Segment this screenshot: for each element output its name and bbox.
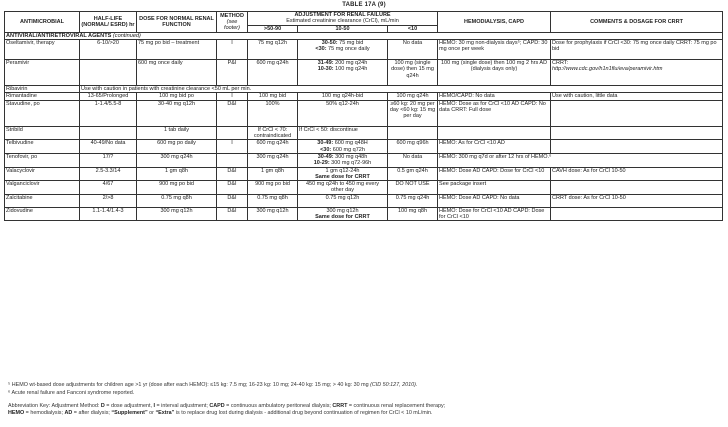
header-method: [217, 12, 248, 33]
drug-name: Peramivir: [5, 60, 80, 86]
crcl-gt50: 0.75 mg q8h: [248, 194, 298, 207]
crcl-gt50: 300 mg q24h: [248, 153, 298, 167]
section-note: (continued): [112, 32, 141, 39]
table-row-stavudine: [5, 100, 723, 126]
comments: CAVH dose: As for CrCl 10-50: [551, 167, 723, 181]
footnote-5-text: HEMO wt-based dose adjustments for children age >1 yr (dose after each HEMO): ≤15 kg: 7.5 mg; 16-23 kg: 10 mg; 24-40 kg: 15 mg; > 40 kg: 30 mg: [11, 382, 369, 388]
table-row-peramivir: [5, 60, 723, 86]
method: D&I: [217, 167, 248, 181]
comments: Dose for prophylaxis if CrCl <30: 75 mg once daily CRRT: 75 mg po bid: [551, 40, 723, 60]
method: [217, 126, 248, 140]
drug-name: Zidovudine: [5, 207, 80, 221]
method: D&I: [217, 194, 248, 207]
crcl-10-50: 450 mg q24h to 450 mg every other day: [298, 181, 388, 195]
table-row-stribild: [5, 126, 723, 140]
dose-normal: 300 mg q12h: [137, 207, 217, 221]
header-comments: COMMENTS & DOSAGE FOR CRRT: [551, 12, 723, 33]
hemodialysis: [438, 126, 551, 140]
hemodialysis: HEMO: As for CrCl <10 AD: [438, 140, 551, 154]
footnote-5-mark: ⁵: [8, 382, 11, 388]
abbrev-extra: “Extra”: [155, 409, 175, 416]
drug-name: Valganciclovir: [5, 181, 80, 195]
method: D&I: [217, 100, 248, 126]
crcl-10-50: [298, 40, 388, 60]
crcl-range-b: 10-29:: [313, 160, 330, 167]
section-title: ANTIVIRAL/ANTIRETROVIRAL AGENTS: [6, 32, 112, 39]
comments: [551, 100, 723, 126]
comments: Use with caution, little data: [551, 93, 723, 100]
hemodialysis: HEMO: Dose as for CrCl <10 AD CAPD: No data CRRT: Full dose: [438, 100, 551, 126]
comments: [551, 60, 723, 86]
crcl-range-a: 31-49:: [317, 60, 334, 67]
crcl-lt10: DO NOT USE: [388, 181, 438, 195]
crcl-dose-b: 100 mg q24h: [333, 66, 368, 73]
header-half-life: HALF-LIFE (NORMAL/ ESRD) hr: [80, 12, 137, 33]
dose-normal: 100 mg bid po: [137, 93, 217, 100]
abbrev-ad-text: = after dialysis;: [72, 409, 112, 416]
abbrev-d-text: = dose adjustment,: [104, 403, 154, 409]
header-method-label: METHOD: [220, 12, 244, 19]
half-life: 6-10/>20: [80, 40, 137, 60]
crcl-dose-a: 200 mg q24h: [333, 60, 368, 67]
half-life: [80, 126, 137, 140]
drug-name: Rimantadine: [5, 93, 80, 100]
section-row: [5, 32, 723, 39]
table-row-zidovudine: [5, 207, 723, 221]
header-crcl-gt50: >50-90: [248, 25, 298, 32]
crcl-gt50: If CrCl < 70: contraindicated: [248, 126, 298, 140]
drug-name: Telbivudine: [5, 140, 80, 154]
abbrev-hemo-text: = hemodialysis;: [24, 409, 65, 416]
abbrev-tail: is to replace drug lost during dialysis - additional drug beyond continuation of regimen for CrCl < 10 mL/min.: [174, 409, 433, 416]
footnote-6-mark: ⁶: [8, 390, 11, 396]
crcl-range-a: 30-49:: [317, 153, 334, 160]
crcl-10-50: If CrCl < 50: discontinue: [298, 126, 388, 140]
abbrev-d: D: [100, 403, 105, 409]
dose-normal: 1 gm q8h: [137, 167, 217, 181]
crcl-lt10: 600 mg q96h: [388, 140, 438, 154]
crcl-dose-a: 300 mg q12h: [326, 207, 359, 214]
comments-link[interactable]: http://www.cdc.gov/h1n1flu/eva/peramivir.htm: [552, 66, 663, 73]
dose-normal: 600 mg once daily: [137, 60, 217, 86]
drug-name: Ribavirin: [5, 86, 80, 93]
table-row-valacyclovir: [5, 167, 723, 181]
drug-name: Oseltamivir, therapy: [5, 40, 80, 60]
table-row-telbivudine: [5, 140, 723, 154]
footnote-6: [8, 390, 720, 397]
crcl-lt10: 100 mg (single dose) then 15 mg q24h: [388, 60, 438, 86]
footnote-5-citation: (CID 50:127, 2010).: [370, 382, 418, 388]
method: D&I: [217, 207, 248, 221]
crcl-10-50: [298, 140, 388, 154]
abbrev-supplement: “Supplement”: [111, 409, 148, 416]
crcl-gt50: 900 mg po bid: [248, 181, 298, 195]
crcl-crrt-note: Same dose for CRRT: [315, 214, 370, 221]
dose-normal: 0.75 mg q8h: [137, 194, 217, 207]
crcl-dose-b: 300 mg q72-96h: [329, 160, 372, 167]
hemodialysis: HEMO: 300 mg q7d or after 12 hrs of HEMO.⁶: [438, 153, 723, 167]
drug-name: Stavudine, po: [5, 100, 80, 126]
footnote-5: [8, 382, 720, 389]
method: P&I: [217, 60, 248, 86]
drug-name: Zalcitabine: [5, 194, 80, 207]
crcl-range-a: 30-50:: [321, 40, 338, 47]
crcl-10-50: [298, 60, 388, 86]
comments: [551, 181, 723, 195]
dose-normal: 1 tab daily: [137, 126, 217, 140]
hemodialysis: See package insert: [438, 181, 551, 195]
table-row-tenofovir: [5, 153, 723, 167]
hemodialysis: HEMO: Dose AD CAPD: Dose for CrCl <10: [438, 167, 551, 181]
hemodialysis: HEMO: Dose for CrCl <10 AD CAPD: Dose for CrCl <10: [438, 207, 551, 221]
table-row-valganciclovir: [5, 181, 723, 195]
crcl-lt10: No data: [388, 40, 438, 60]
crcl-gt50: 300 mg q12h: [248, 207, 298, 221]
abbrev-capd-text: = continuous ambulatory peritoneal dialysis;: [224, 403, 333, 409]
dose-normal: 900 mg po bid: [137, 181, 217, 195]
hemodialysis: HEMO: 30 mg non-dialysis days⁵; CAPD: 30 mg once per week: [438, 40, 551, 60]
abbreviation-key: [8, 403, 720, 416]
renal-dosing-table: [4, 11, 723, 221]
dose-normal: 600 mg po daily: [137, 140, 217, 154]
header-adjustment: [248, 12, 438, 26]
abbrev-hemo: HEMO: [8, 409, 25, 416]
comments: [551, 140, 723, 154]
abbrev-crrt-text: = continuous renal replacement therapy;: [347, 403, 446, 409]
crcl-10-50: [298, 153, 388, 167]
drug-name: Stribild: [5, 126, 80, 140]
crcl-dose-a: 75 mg bid: [337, 40, 364, 47]
crcl-range-a: 30-49:: [317, 140, 334, 147]
crcl-lt10: [388, 126, 438, 140]
crcl-range-b: 10-30:: [317, 66, 334, 73]
hemodialysis: HEMO/CAPD: No data: [438, 93, 551, 100]
header-dose-normal: DOSE FOR NORMAL RENAL FUNCTION: [137, 12, 217, 33]
crcl-gt50: 600 mg q24h: [248, 140, 298, 154]
hemodialysis: HEMO: Dose AD CAPD: No data: [438, 194, 551, 207]
drug-name: Tenofovir, po: [5, 153, 80, 167]
crcl-lt10: 100 mg q24h: [388, 93, 438, 100]
abbrev-i: I: [153, 403, 155, 409]
crcl-lt10: ≥60 kg: 20 mg per day <60 kg: 15 mg per day: [388, 100, 438, 126]
crcl-10-50: 50% q12-24h: [298, 100, 388, 126]
table-row-ribavirin: [5, 86, 723, 93]
crcl-dose-b: 75 mg once daily: [326, 46, 370, 53]
footnote-6-text: Acute renal failure and Fanconi syndrome reported.: [11, 390, 135, 396]
crcl-gt50: 100%: [248, 100, 298, 126]
comments-crrt: CRRT:: [552, 60, 569, 67]
half-life: 17/?: [80, 153, 137, 167]
abbrev-ad: AD: [64, 409, 73, 416]
comments: CRRT dose: As for CrCl 10-50: [551, 194, 723, 207]
crcl-dose-b: 600 mg q72h: [331, 146, 365, 153]
table-row-rimantadine: [5, 93, 723, 100]
dose-normal: 30-40 mg q12h: [137, 100, 217, 126]
header-hemodialysis: HEMODIALYSIS, CAPD: [438, 12, 551, 33]
method: I: [217, 93, 248, 100]
crcl-range-b: <30:: [315, 46, 327, 53]
abbrev-capd: CAPD: [209, 403, 225, 409]
crcl-dose-a: 600 mg q48H: [333, 140, 368, 147]
dose-normal: 300 mg q24h: [137, 153, 217, 167]
half-life: 40-49/No data: [80, 140, 137, 154]
crcl-10-50: [298, 207, 388, 221]
section-label: [5, 32, 723, 39]
crcl-dose-a: 300 mg q48h: [333, 153, 368, 160]
half-life: 1-1.4/5.5-8: [80, 100, 137, 126]
comments: [551, 207, 723, 221]
crcl-10-50: [298, 167, 388, 181]
crcl-crrt-note: Same dose for CRRT: [315, 173, 370, 180]
header-antimicrobial: ANTIMICROBIAL: [5, 12, 80, 33]
comments: [551, 126, 723, 140]
crcl-lt10: 0.5 gm q24h: [388, 167, 438, 181]
header-adjustment-sub: Estimated creatinine clearance (CrCl), mL/min: [286, 18, 399, 25]
drug-name: Valacyclovir: [5, 167, 80, 181]
header-crcl-lt10: <10: [388, 25, 438, 32]
abbrev-crrt: CRRT: [332, 403, 348, 409]
crcl-10-50: 100 mg q24h-bid: [298, 93, 388, 100]
header-adjustment-label: ADJUSTMENT FOR RENAL FAILURE: [294, 12, 391, 18]
half-life: 2.5-3.3/14: [80, 167, 137, 181]
table-title: TABLE 17A (9): [342, 2, 386, 8]
crcl-gt50: 600 mg q24h: [248, 60, 298, 86]
abbrev-or: or: [147, 409, 156, 416]
header-crcl-10-50: 10-50: [298, 25, 388, 32]
method: [217, 153, 248, 167]
crcl-range-b: <30:: [320, 146, 332, 153]
half-life: 1.1-1.4/1.4-3: [80, 207, 137, 221]
table-row-zalcitabine: [5, 194, 723, 207]
header-method-sub: (see footer): [224, 18, 240, 32]
crcl-dose-a: 1 gm q12-24h: [325, 167, 360, 174]
dose-normal: 75 mg po bid – treatment: [137, 40, 217, 60]
hemodialysis: 100 mg (single dose) then 100 mg 2 hrs AD (dialysis days only): [438, 60, 551, 86]
method: I: [217, 140, 248, 154]
crcl-gt50: 1 gm q8h: [248, 167, 298, 181]
half-life: 4/67: [80, 181, 137, 195]
half-life: 2/>8: [80, 194, 137, 207]
method: D&I: [217, 181, 248, 195]
method: I: [217, 40, 248, 60]
abbrev-lead: Abbreviation Key: Adjustment Method:: [8, 403, 101, 409]
crcl-lt10: No data: [388, 153, 438, 167]
crcl-10-50: 0.75 mg q12h: [298, 194, 388, 207]
crcl-lt10: 0.75 mg q24h: [388, 194, 438, 207]
abbrev-i-text: = interval adjustment;: [155, 403, 210, 409]
half-life: 13-65/Prolonged: [80, 93, 137, 100]
crcl-lt10: 100 mg q8h: [388, 207, 438, 221]
crcl-gt50: 75 mg q12h: [248, 40, 298, 60]
ribavirin-note: Use with caution in patients with creatinine clearance <50 mL per min.: [80, 86, 723, 93]
half-life: [80, 60, 137, 86]
table-row-oseltamivir: [5, 40, 723, 60]
crcl-gt50: 100 mg bid: [248, 93, 298, 100]
